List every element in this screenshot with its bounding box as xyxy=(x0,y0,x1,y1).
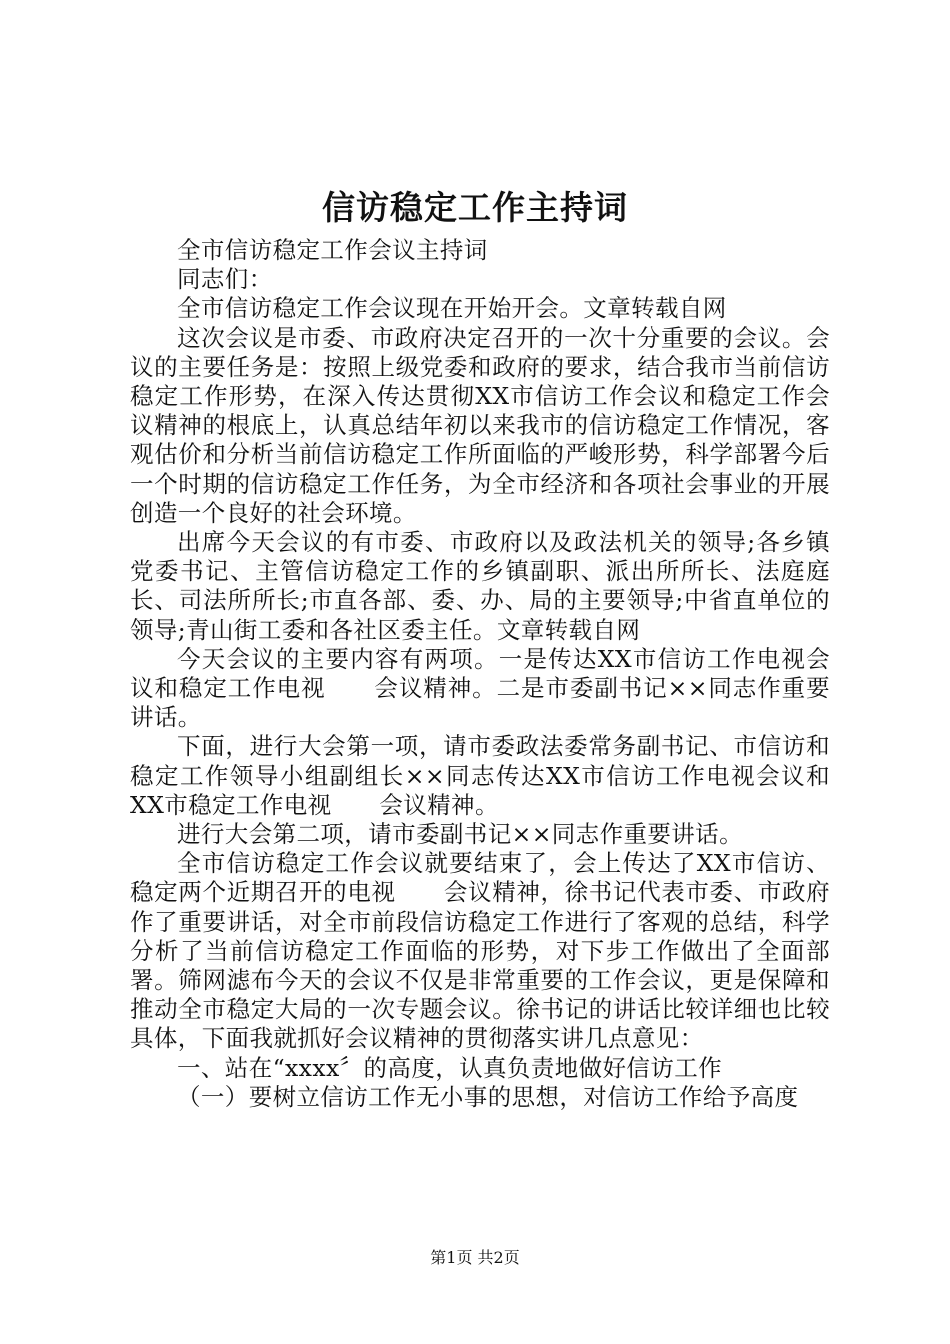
paragraph: 下面，进行大会第一项，请市委政法委常务副书记、市信访和稳定工作领导小组副组长××同志传达XX市信访工作电视会议和XX市稳定工作电视 会议精神。 xyxy=(130,732,830,819)
paragraph: 今天会议的主要内容有两项。一是传达XX市信访工作电视会议和稳定工作电视 会议精神。二是市委副书记××同志作重要讲话。 xyxy=(130,644,830,732)
paragraph: 同志们： xyxy=(177,265,273,294)
document-title: 信访稳定工作主持词 xyxy=(322,188,628,227)
paragraph: 这次会议是市委、市政府决定召开的一次十分重要的会议。会议的主要任务是：按照上级党委和政府的要求，结合我市当前信访稳定工作形势，在深入传达贯彻XX市信访工作会议和稳定工作会议精神的根底上，认真总结年初以来我市的信访稳定工作情况，客观估价和分析当前信访稳定工作所面临的严峻形势，科学部署今后一个时期的信访稳定工作任务，为全市经济和各项社会事业的开展创造一个良好的社会环境。 xyxy=(130,323,830,527)
document-body xyxy=(130,236,830,1112)
paragraph: 全市信访稳定工作会议主持词 xyxy=(177,236,488,264)
paragraph: （一）要树立信访工作无小事的思想，对信访工作给予高度 xyxy=(177,1082,799,1111)
paragraph: 进行大会第二项，请市委副书记××同志作重要讲话。 xyxy=(177,820,743,849)
page-number-footer: 第1页 共2页 xyxy=(430,1248,520,1267)
paragraph: 出席今天会议的有市委、市政府以及政法机关的领导;各乡镇党委书记、主管信访稳定工作的乡镇副职、派出所所长、法庭庭长、司法所所长;市直各部、委、办、局的主要领导;中省直单位的领导;青山街工委和各社区委主任。文章转载自网 xyxy=(130,528,830,644)
paragraph: 一、站在“xxxx〞的高度，认真负责地做好信访工作 xyxy=(177,1053,723,1082)
paragraph: 全市信访稳定工作会议现在开始开会。文章转载自网 xyxy=(177,294,727,323)
paragraph: 全市信访稳定工作会议就要结束了，会上传达了XX市信访、稳定两个近期召开的电视 会议精神，徐书记代表市委、市政府作了重要讲话，对全市前段信访稳定工作进行了客观的总结，科学分析了当前信访稳定工作面临的形势，对下步工作做出了全面部署。筛网滤布今天的会议不仅是非常重要的工作会议，更是保障和推动全市稳定大局的一次专题会议。徐书记的讲话比较详细也比较具体，下面我就抓好会议精神的贯彻落实讲几点意见： xyxy=(130,849,830,1053)
